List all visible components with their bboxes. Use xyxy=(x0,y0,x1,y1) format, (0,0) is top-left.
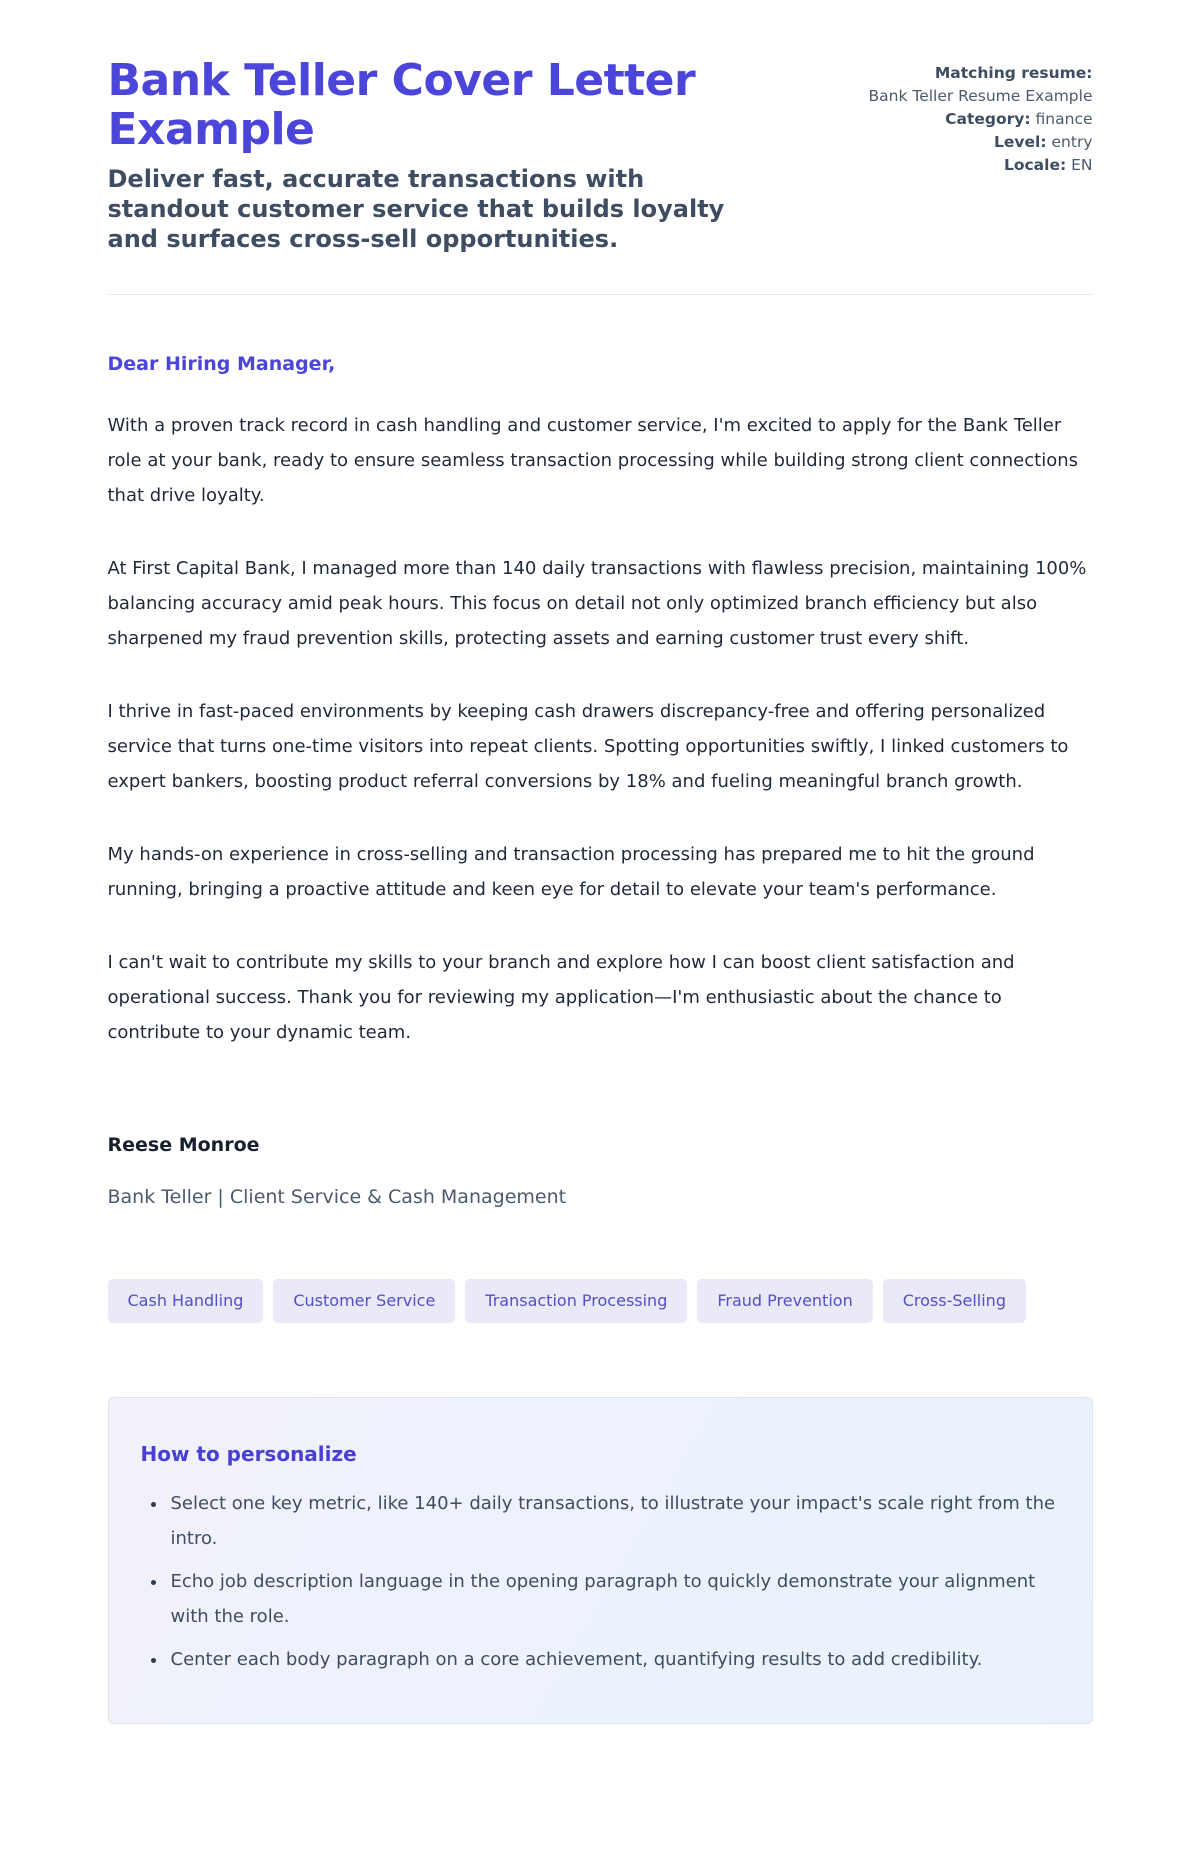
meta-category-value: finance xyxy=(1035,110,1093,128)
tip-item: • Echo job description language in the opening paragraph to quickly demonstrate your alignment with the role. xyxy=(167,1564,1060,1634)
meta-matching-resume-label: Matching resume: xyxy=(934,64,1093,82)
skill-tag-cross-selling: Cross-Selling xyxy=(883,1279,1026,1323)
cover-letter-body xyxy=(108,347,1093,1215)
resume-meta-panel xyxy=(863,62,1093,177)
letter-paragraph: My hands-on experience in cross-selling and transaction processing has prepared me to hit the ground running, bringing a proactive attitude and keen eye for detail to elevate your team's performance. xyxy=(107,843,1035,900)
header-title-block xyxy=(108,56,768,254)
skill-tag-transaction-processing: Transaction Processing xyxy=(465,1279,687,1323)
meta-level xyxy=(863,131,1093,154)
skill-tag-fraud-prevention: Fraud Prevention xyxy=(697,1279,872,1323)
header-divider xyxy=(108,294,1093,295)
meta-level-value: entry xyxy=(1051,133,1093,151)
letter-paragraph: At First Capital Bank, I managed more than 140 daily transactions with flawless precision, maintaining 100% balancing accuracy amid peak hours. This focus on detail not only optimized branch efficiency but also sharpened my fraud prevention skills, protecting assets and earning customer trust every shift. xyxy=(107,557,1087,649)
letter-signature xyxy=(108,1128,1093,1215)
meta-level-label: Level: xyxy=(994,133,1047,151)
page-header xyxy=(108,56,1093,254)
skill-tag-customer-service: Customer Service xyxy=(273,1279,455,1323)
callout-heading: How to personalize xyxy=(140,1441,357,1466)
meta-matching-resume xyxy=(863,62,1093,108)
personalize-tips-callout xyxy=(108,1397,1093,1724)
skill-tag-cash-handling: Cash Handling xyxy=(108,1279,264,1323)
page-title: Bank Teller Cover Letter Example xyxy=(107,55,696,156)
letter-paragraph: I can't wait to contribute my skills to your branch and explore how I can boost client satisfaction and operational success. Thank you for reviewing my application—I'm enthusiastic about the chance to contribute to your dynamic team. xyxy=(107,951,1015,1043)
letter-paragraph: I thrive in fast-paced environments by keeping cash drawers discrepancy-free and offering personalized service that turns one-time visitors into repeat clients. Spotting opportunities swiftly, I linked customers to expert bankers, boosting product referral conversions by 18% and fueling meaningful branch growth. xyxy=(107,700,1069,792)
meta-locale-label: Locale: xyxy=(1003,156,1067,174)
tips-list xyxy=(141,1486,1060,1677)
meta-locale xyxy=(863,154,1093,177)
tip-item: • Center each body paragraph on a core achievement, quantifying results to add credibility. xyxy=(167,1642,1060,1677)
letter-greeting: Dear Hiring Manager, xyxy=(107,352,336,375)
page-subtitle: Deliver fast, accurate transactions with standout customer service that builds loyalty and surfaces cross-sell opportunities. xyxy=(107,164,725,253)
signature-name: Reese Monroe xyxy=(107,1133,260,1156)
page-container xyxy=(108,0,1093,1792)
meta-locale-value: EN xyxy=(1071,156,1093,174)
skill-tags xyxy=(108,1279,1093,1323)
signature-role: Bank Teller | Client Service & Cash Management xyxy=(107,1185,567,1208)
meta-category-label: Category: xyxy=(945,110,1031,128)
meta-matching-resume-value: Bank Teller Resume Example xyxy=(868,87,1093,105)
tip-item: • Select one key metric, like 140+ daily transactions, to illustrate your impact's scale right from the intro. xyxy=(167,1486,1060,1556)
letter-paragraph: With a proven track record in cash handling and customer service, I'm excited to apply for the Bank Teller role at your bank, ready to ensure seamless transaction processing while building strong client connections that drive loyalty. xyxy=(107,414,1078,506)
meta-category xyxy=(863,108,1093,131)
